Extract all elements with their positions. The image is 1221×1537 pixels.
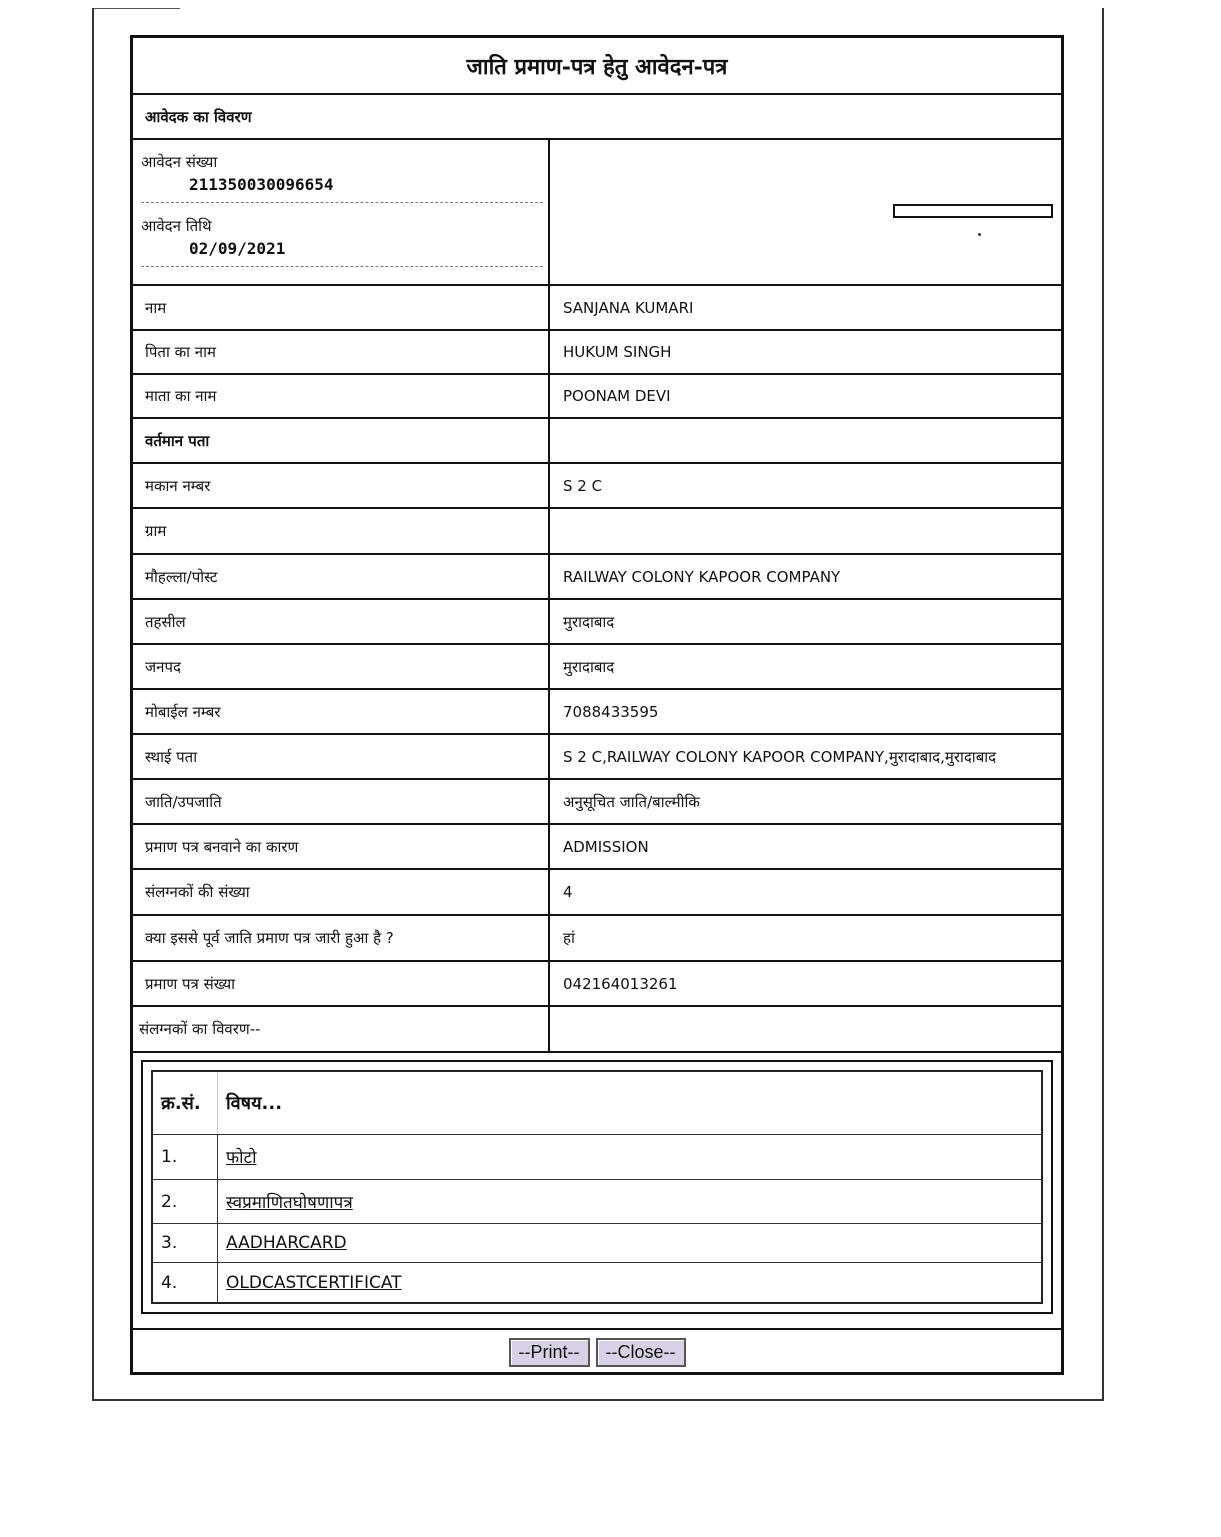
application-date: 02/09/2021 — [189, 239, 286, 258]
field-label: संलग्नकों की संख्या — [133, 870, 550, 914]
table-row — [152, 1179, 1042, 1224]
print-button[interactable]: --Print-- — [509, 1338, 590, 1367]
caste-certificate-application-form — [130, 35, 1064, 1375]
field-label: पिता का नाम — [133, 331, 550, 373]
field-row-locality — [133, 555, 1061, 600]
attachment-link-photo[interactable]: फोटो — [226, 1148, 257, 1169]
attachments-header-row — [152, 1071, 1042, 1135]
field-value: HUKUM SINGH — [563, 343, 672, 361]
field-value: RAILWAY COLONY KAPOOR COMPANY — [563, 567, 841, 586]
field-label: मोबाईल नम्बर — [133, 690, 550, 733]
table-row — [152, 1263, 1042, 1303]
scan-dot — [978, 233, 981, 236]
field-label: प्रमाण पत्र बनवाने का कारण — [133, 825, 550, 868]
field-value: 4 — [563, 883, 573, 901]
field-row-name — [133, 286, 1061, 331]
attachments-panel — [141, 1060, 1053, 1314]
field-row-current-address — [133, 419, 1061, 464]
application-info — [133, 140, 550, 284]
field-label: जाति/उपजाति — [133, 780, 550, 823]
serial-column-header: क्र.सं. — [152, 1071, 218, 1135]
field-label: नाम — [133, 286, 550, 329]
field-value: ADMISSION — [563, 837, 649, 856]
field-label: ग्राम — [133, 509, 550, 553]
application-date-block — [141, 216, 543, 267]
field-label: मकान नम्बर — [133, 464, 550, 507]
attachment-serial: 1. — [152, 1135, 218, 1180]
field-label: प्रमाण पत्र संख्या — [133, 962, 550, 1005]
table-row — [152, 1224, 1042, 1263]
section-title: आवेदक का विवरण — [145, 107, 252, 126]
field-row-mother-name — [133, 375, 1061, 419]
field-label: वर्तमान पता — [133, 419, 550, 462]
field-row-attachment-details — [133, 1007, 1061, 1053]
field-label: तहसील — [133, 600, 550, 643]
field-row-tehsil — [133, 600, 1061, 645]
field-label: जनपद — [133, 645, 550, 688]
attachment-serial: 3. — [152, 1224, 218, 1263]
attachment-cell — [218, 1179, 1043, 1224]
field-label: क्या इससे पूर्व जाति प्रमाण पत्र जारी हुआ है ? — [133, 916, 550, 960]
form-title: जाति प्रमाण-पत्र हेतु आवेदन-पत्र — [466, 53, 728, 80]
field-value: POONAM DEVI — [563, 387, 671, 405]
subject-column-header: विषय... — [218, 1071, 1043, 1135]
field-value: हां — [563, 929, 575, 947]
field-value: मुरादाबाद — [563, 657, 615, 676]
field-row-certificate-number — [133, 962, 1061, 1007]
application-number: 211350030096654 — [189, 175, 334, 194]
field-label: मौहल्ला/पोस्ट — [133, 555, 550, 598]
field-value: अनुसूचित जाति/बाल्मीकि — [563, 792, 700, 811]
field-row-district — [133, 645, 1061, 690]
field-label: संलग्नकों का विवरण-- — [133, 1007, 550, 1051]
field-row-caste — [133, 780, 1061, 825]
attachment-serial: 4. — [152, 1263, 218, 1303]
field-row-previous-certificate — [133, 916, 1061, 962]
field-row-village — [133, 509, 1061, 555]
field-row-mobile — [133, 690, 1061, 735]
field-row-permanent-address — [133, 735, 1061, 780]
attachment-link-self-declaration[interactable]: स्वप्रमाणितघोषणापत्र — [226, 1193, 353, 1213]
field-row-reason — [133, 825, 1061, 870]
field-row-house-number — [133, 464, 1061, 509]
field-value: मुरादाबाद — [563, 612, 615, 631]
attachment-cell — [218, 1135, 1043, 1180]
field-row-attachment-count — [133, 870, 1061, 916]
field-label: माता का नाम — [133, 375, 550, 417]
photo-placeholder-box — [893, 204, 1053, 218]
application-number-block — [141, 152, 543, 203]
form-title-row — [133, 38, 1061, 95]
application-number-label: आवेदन संख्या — [141, 153, 218, 171]
attachment-link-aadhar[interactable]: AADHARCARD — [226, 1233, 347, 1254]
field-value: 042164013261 — [563, 974, 678, 993]
section-header — [133, 95, 1061, 140]
field-value: S 2 C,RAILWAY COLONY KAPOOR COMPANY,मुरादाबाद,मुरादाबाद — [563, 747, 997, 766]
attachments-table — [151, 1070, 1043, 1304]
attachment-link-old-caste-certificate[interactable]: OLDCASTCERTIFICAT — [226, 1272, 402, 1293]
field-label: स्थाई पता — [133, 735, 550, 778]
application-date-label: आवेदन तिथि — [141, 217, 212, 235]
close-button[interactable]: --Close-- — [596, 1338, 686, 1367]
field-value: S 2 C — [563, 476, 603, 495]
action-bar — [133, 1328, 1061, 1374]
field-row-father-name — [133, 331, 1061, 375]
attachment-serial: 2. — [152, 1179, 218, 1224]
field-value: 7088433595 — [563, 702, 659, 721]
attachment-cell — [218, 1263, 1043, 1303]
field-value: SANJANA KUMARI — [563, 298, 694, 317]
table-row — [152, 1135, 1042, 1180]
attachment-cell — [218, 1224, 1043, 1263]
